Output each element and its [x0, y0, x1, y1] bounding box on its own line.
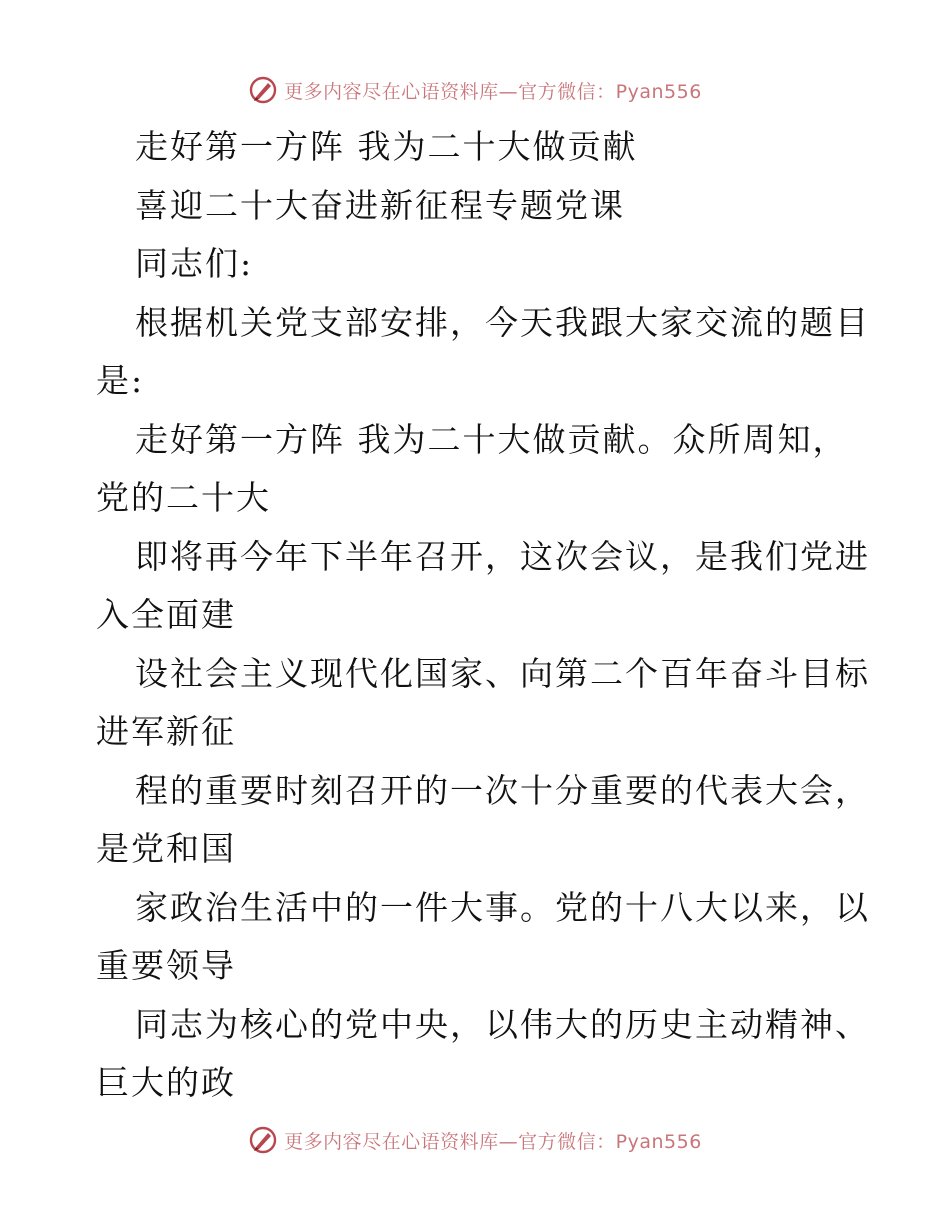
- doc-line: 同志们:: [135, 244, 254, 283]
- banner-text: 更多内容尽在心语资料库—官方微信：Pyan556: [284, 1130, 702, 1153]
- doc-line: 是党和国: [96, 829, 236, 868]
- doc-line: 家政治生活中的一件大事。党的十八大以来，以: [135, 887, 870, 927]
- doc-line: 根据机关党支部安排，今天我跟大家交流的题目: [135, 302, 870, 342]
- header-banner: [0, 72, 950, 108]
- doc-line: 重要领导: [96, 946, 236, 985]
- quill-pen-logo-icon: [248, 75, 278, 105]
- document-body: [96, 118, 870, 1113]
- doc-line: 入全面建: [96, 595, 236, 634]
- doc-line: 是:: [96, 361, 145, 400]
- doc-line: 巨大的政: [96, 1063, 236, 1102]
- doc-line: 进军新征: [96, 712, 236, 751]
- doc-line: 党的二十大: [96, 478, 271, 517]
- doc-line: 走好第一方阵 我为二十大做贡献: [135, 127, 638, 166]
- doc-line: 同志为核心的党中央，以伟大的历史主动精神、: [135, 1004, 870, 1044]
- footer-banner: [0, 1122, 950, 1158]
- doc-line: 即将再今年下半年召开，这次会议，是我们党进: [135, 536, 870, 576]
- doc-line: 走好第一方阵 我为二十大做贡献。众所周知，: [135, 419, 848, 459]
- doc-line: 设社会主义现代化国家、向第二个百年奋斗目标: [135, 653, 870, 693]
- doc-line: 程的重要时刻召开的一次十分重要的代表大会，: [135, 770, 870, 810]
- banner-text: 更多内容尽在心语资料库—官方微信：Pyan556: [284, 80, 702, 103]
- quill-pen-logo-icon: [248, 1125, 278, 1155]
- doc-line: 喜迎二十大奋进新征程专题党课: [135, 185, 625, 225]
